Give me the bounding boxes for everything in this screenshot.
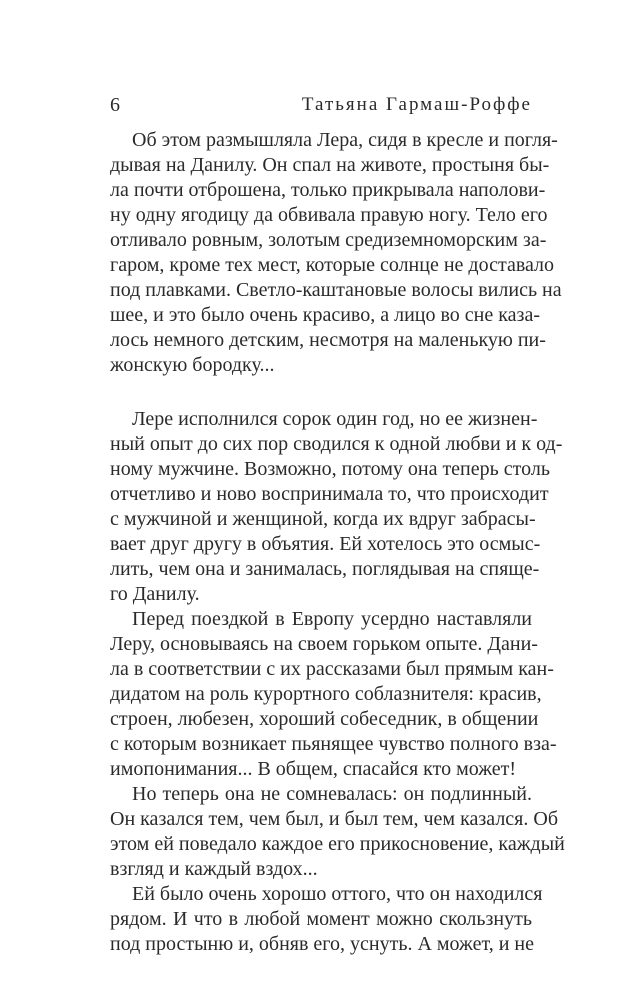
text-line: взгляд и каждый вздох...: [110, 858, 318, 880]
text-line: Но теперь она не сомневалась: он подлинный.: [132, 783, 532, 805]
text-line: Перед поездкой в Европу усердно наставляли: [132, 608, 532, 630]
text-line: ла почти отброшена, только прикрывала наполови-: [110, 179, 546, 201]
text-line: Об этом размышляла Лера, сидя в кресле и погля-: [132, 129, 558, 151]
section-break: [110, 378, 532, 407]
paragraph-5: [110, 882, 543, 957]
running-head: [110, 90, 532, 120]
running-title: Татьяна Гармаш-Роффе: [301, 94, 532, 115]
paragraph-1: [110, 128, 562, 378]
text-line: ну одну ягодицу да обвивала правую ногу. Тело его: [110, 204, 548, 226]
paragraph-3: [110, 607, 557, 782]
text-line: Ей было очень хорошо оттого, что он находился: [132, 883, 543, 905]
text-line: Лере исполнился сорок один год, но ее жизнен-: [132, 408, 538, 430]
text-line: го Данилу.: [110, 583, 200, 605]
text-line: жонскую бородку...: [110, 354, 275, 376]
text-line: с мужчиной и женщиной, когда их вдруг забрасы-: [110, 508, 536, 530]
text-line: дидатом на роль курортного соблазнителя: красив,: [110, 683, 542, 705]
text-line: ла в соответствии с их рассказами был прямым кан-: [110, 658, 554, 680]
text-line: Он казался тем, чем был, и был тем, чем казался. Об: [110, 808, 558, 830]
page-number: 6: [110, 94, 120, 116]
text-line: Леру, основываясь на своем горьком опыте. Дани-: [110, 633, 538, 655]
text-line: шее, и это было очень красиво, а лицо во сне каза-: [110, 304, 540, 326]
text-line: ному мужчине. Возможно, потому она теперь столь: [110, 458, 550, 480]
paragraph-4: [110, 782, 565, 882]
text-line: отливало ровным, золотым средиземноморским за-: [110, 229, 547, 251]
text-line: под плавками. Светло-каштановые волосы вились на: [110, 279, 562, 301]
book-page: [110, 0, 565, 1000]
text-line: строен, любезен, хороший собеседник, в общении: [110, 708, 539, 730]
text-line: гаром, кроме тех мест, которые солнце не доставало: [110, 254, 555, 276]
text-line: отчетливо и ново воспринимала то, что происходит: [110, 483, 549, 505]
text-line: рядом. И что в любой момент можно скользнуть: [110, 908, 532, 930]
text-line: вает друг другу в объятия. Ей хотелось это осмыс-: [110, 533, 541, 555]
text-line: этом ей поведало каждое его прикосновение, каждый: [110, 833, 565, 855]
text-line: под простыню и, обняв его, уснуть. А может, и не: [110, 933, 535, 955]
text-line: лось немного детским, несмотря на маленькую пи-: [110, 329, 546, 351]
text-line: имопонимания... В общем, спасайся кто может!: [110, 758, 517, 780]
text-line: лить, чем она и занималась, поглядывая на спяще-: [110, 558, 540, 580]
text-line: дывая на Данилу. Он спал на животе, простыня бы-: [110, 154, 550, 176]
text-line: ный опыт до сих пор сводился к одной любви и к од-: [110, 433, 563, 455]
text-line: с которым возникает пьянящее чувство полного вза-: [110, 733, 557, 755]
body-text: [110, 128, 565, 957]
paragraph-2: [110, 407, 563, 607]
